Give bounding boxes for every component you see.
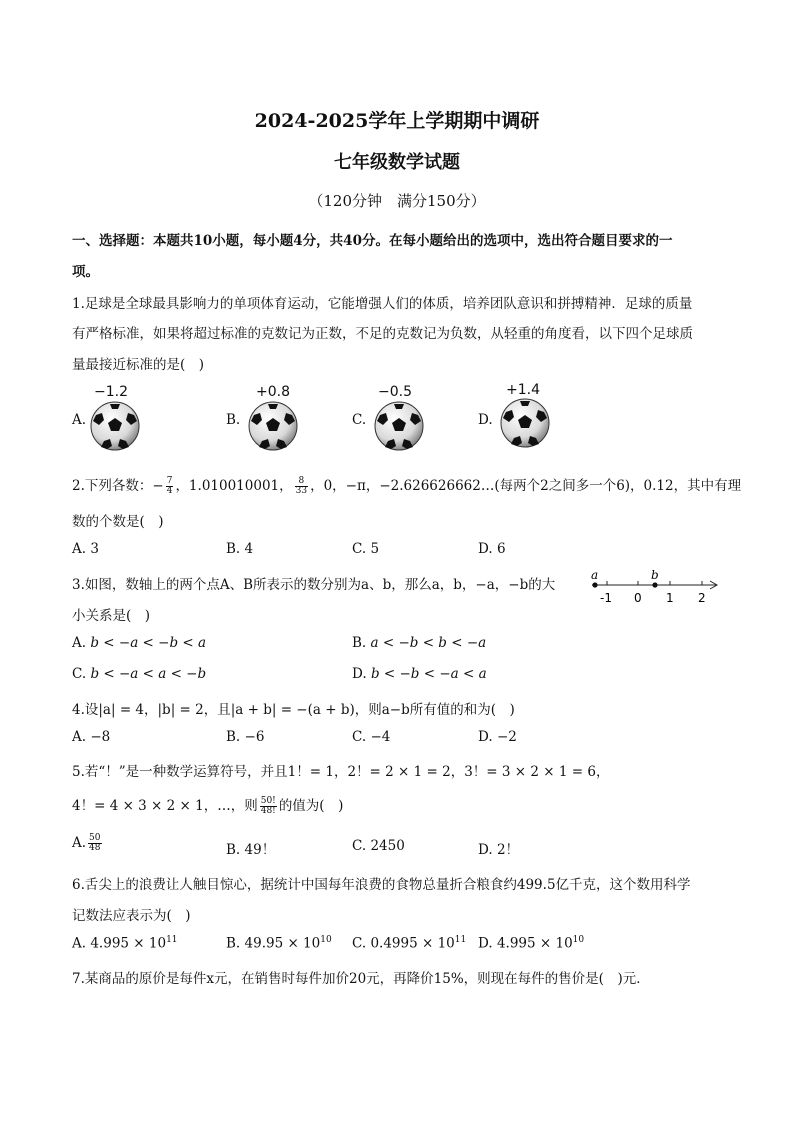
- q4-option-b[interactable]: B. −6: [226, 729, 265, 745]
- point-b-label: b: [651, 568, 659, 582]
- soccer-ball-icon: [90, 401, 140, 451]
- soccer-ball-icon: [248, 401, 298, 451]
- point-a: [592, 582, 597, 587]
- q5-text: 4！= 4 × 3 × 2 × 1，…，则 $\frac{50!}{48!}$ 的值为( ): [72, 796, 344, 816]
- q2-option-a[interactable]: A. 3: [72, 541, 99, 557]
- point-a-label: a: [591, 568, 599, 582]
- q4-option-a[interactable]: A. −8: [72, 729, 111, 745]
- q4-text: 4.设|a| = 4，|b| = 2，且|a + b| = −(a + b)，则a−b所有值的和为( ): [72, 702, 515, 718]
- q5-text: 5.若“！”是一种数学运算符号，并且1！= 1，2！= 2 × 1 = 2，3！= 3 × 2 × 1 = 6，: [72, 764, 610, 780]
- q3-option-d[interactable]: D. b < −b < −a < a: [352, 666, 487, 682]
- q3-option-c[interactable]: C. b < −a < a < −b: [72, 666, 207, 682]
- q6-text: 记数法应表示为( ): [72, 908, 191, 924]
- q2-option-b[interactable]: B. 4: [226, 541, 254, 557]
- tick-label: 2: [698, 591, 706, 605]
- q5-option-a[interactable]: A. $\frac{50}{48}$: [72, 833, 101, 853]
- q2-text: 数的个数是( ): [72, 514, 164, 530]
- section-heading: 一、选择题：本题共10小题，每小题4分，共40分。在每小题给出的选项中，选出符合题目要求的一: [72, 233, 673, 249]
- fraction: $\frac{50!}{48!}$: [260, 796, 276, 816]
- q1-option-b-value: +0.8: [256, 384, 290, 400]
- number-line-diagram: [586, 566, 726, 608]
- q4-option-c[interactable]: C. −4: [352, 729, 391, 745]
- q1-text: 1.足球是全球最具影响力的单项体育运动，它能增强人们的体质，培养团队意识和拼搏精神．足球的质量: [72, 296, 693, 312]
- q6-text: 6.舌尖上的浪费让人触目惊心，据统计中国每年浪费的食物总量折合粮食约499.5亿千克，这个数用科学: [72, 877, 691, 893]
- q1-option-a-label[interactable]: A.: [72, 412, 87, 428]
- q4-option-d[interactable]: D. −2: [478, 729, 517, 745]
- q5-option-b[interactable]: B. 49！: [226, 842, 276, 858]
- page-title: 2024-2025学年上学期期中调研: [254, 110, 540, 132]
- q2-option-d[interactable]: D. 6: [478, 541, 506, 557]
- q5-option-d[interactable]: D. 2！: [478, 842, 520, 858]
- q3-text: 小关系是( ): [72, 608, 151, 624]
- tick-label: 0: [634, 591, 642, 605]
- q6-option-d[interactable]: D. $4.995 \times 10^{10}$: [478, 935, 585, 952]
- tick-label: -1: [600, 591, 612, 605]
- q6-option-b[interactable]: B. $49.95 \times 10^{10}$: [226, 935, 332, 952]
- fraction: $\frac{50}{48}$: [89, 833, 101, 853]
- q1-option-c-label[interactable]: C.: [352, 412, 367, 428]
- tick-label: 1: [666, 591, 674, 605]
- q3-option-b[interactable]: B. a < −b < b < −a: [352, 635, 487, 651]
- q2-option-c[interactable]: C. 5: [352, 541, 380, 557]
- q1-option-b-label[interactable]: B.: [226, 412, 241, 428]
- q1-option-c-value: −0.5: [378, 384, 412, 400]
- q1-text: 有严格标准，如果将超过标准的克数记为正数，不足的克数记为负数，从轻重的角度看，以下四个足球质: [72, 326, 693, 342]
- section-heading-cont: 项。: [72, 264, 99, 280]
- q1-option-a-value: −1.2: [94, 384, 128, 400]
- time-info: （120分钟 满分150分）: [308, 192, 486, 210]
- soccer-ball-icon: [500, 398, 550, 448]
- fraction: $\frac{8}{33}$: [295, 476, 308, 496]
- page-subtitle: 七年级数学试题: [334, 152, 460, 173]
- soccer-ball-icon: [374, 401, 424, 451]
- q7-text: 7.某商品的原价是每件x元，在销售时每件加价20元，再降价15%，则现在每件的售价是( )元．: [72, 971, 650, 987]
- q5-option-c[interactable]: C. 2450: [352, 838, 405, 854]
- q6-option-a[interactable]: A. $4.995 \times 10^{11}$: [72, 935, 178, 952]
- point-b: [652, 582, 657, 587]
- q3-text: 3.如图，数轴上的两个点A、B所表示的数分别为a、b，那么a，b，−a，−b的大: [72, 577, 556, 593]
- fraction: $\frac{7}{4}$: [166, 476, 173, 496]
- q1-option-d-value: +1.4: [506, 382, 540, 398]
- q1-option-d-label[interactable]: D.: [478, 412, 493, 428]
- q3-option-a[interactable]: A. b < −a < −b < a: [72, 635, 207, 651]
- q1-text: 量最接近标准的是( ): [72, 357, 205, 373]
- q2-text: 2.下列各数：− $\frac{7}{4}$ ，1.010010001， $\frac{8}{33}$ ，0，−π，−2.626626662…(每两个2之间多一个6)，0.12，其中有理: [72, 476, 742, 496]
- q6-option-c[interactable]: C. $0.4995 \times 10^{11}$: [352, 935, 467, 952]
